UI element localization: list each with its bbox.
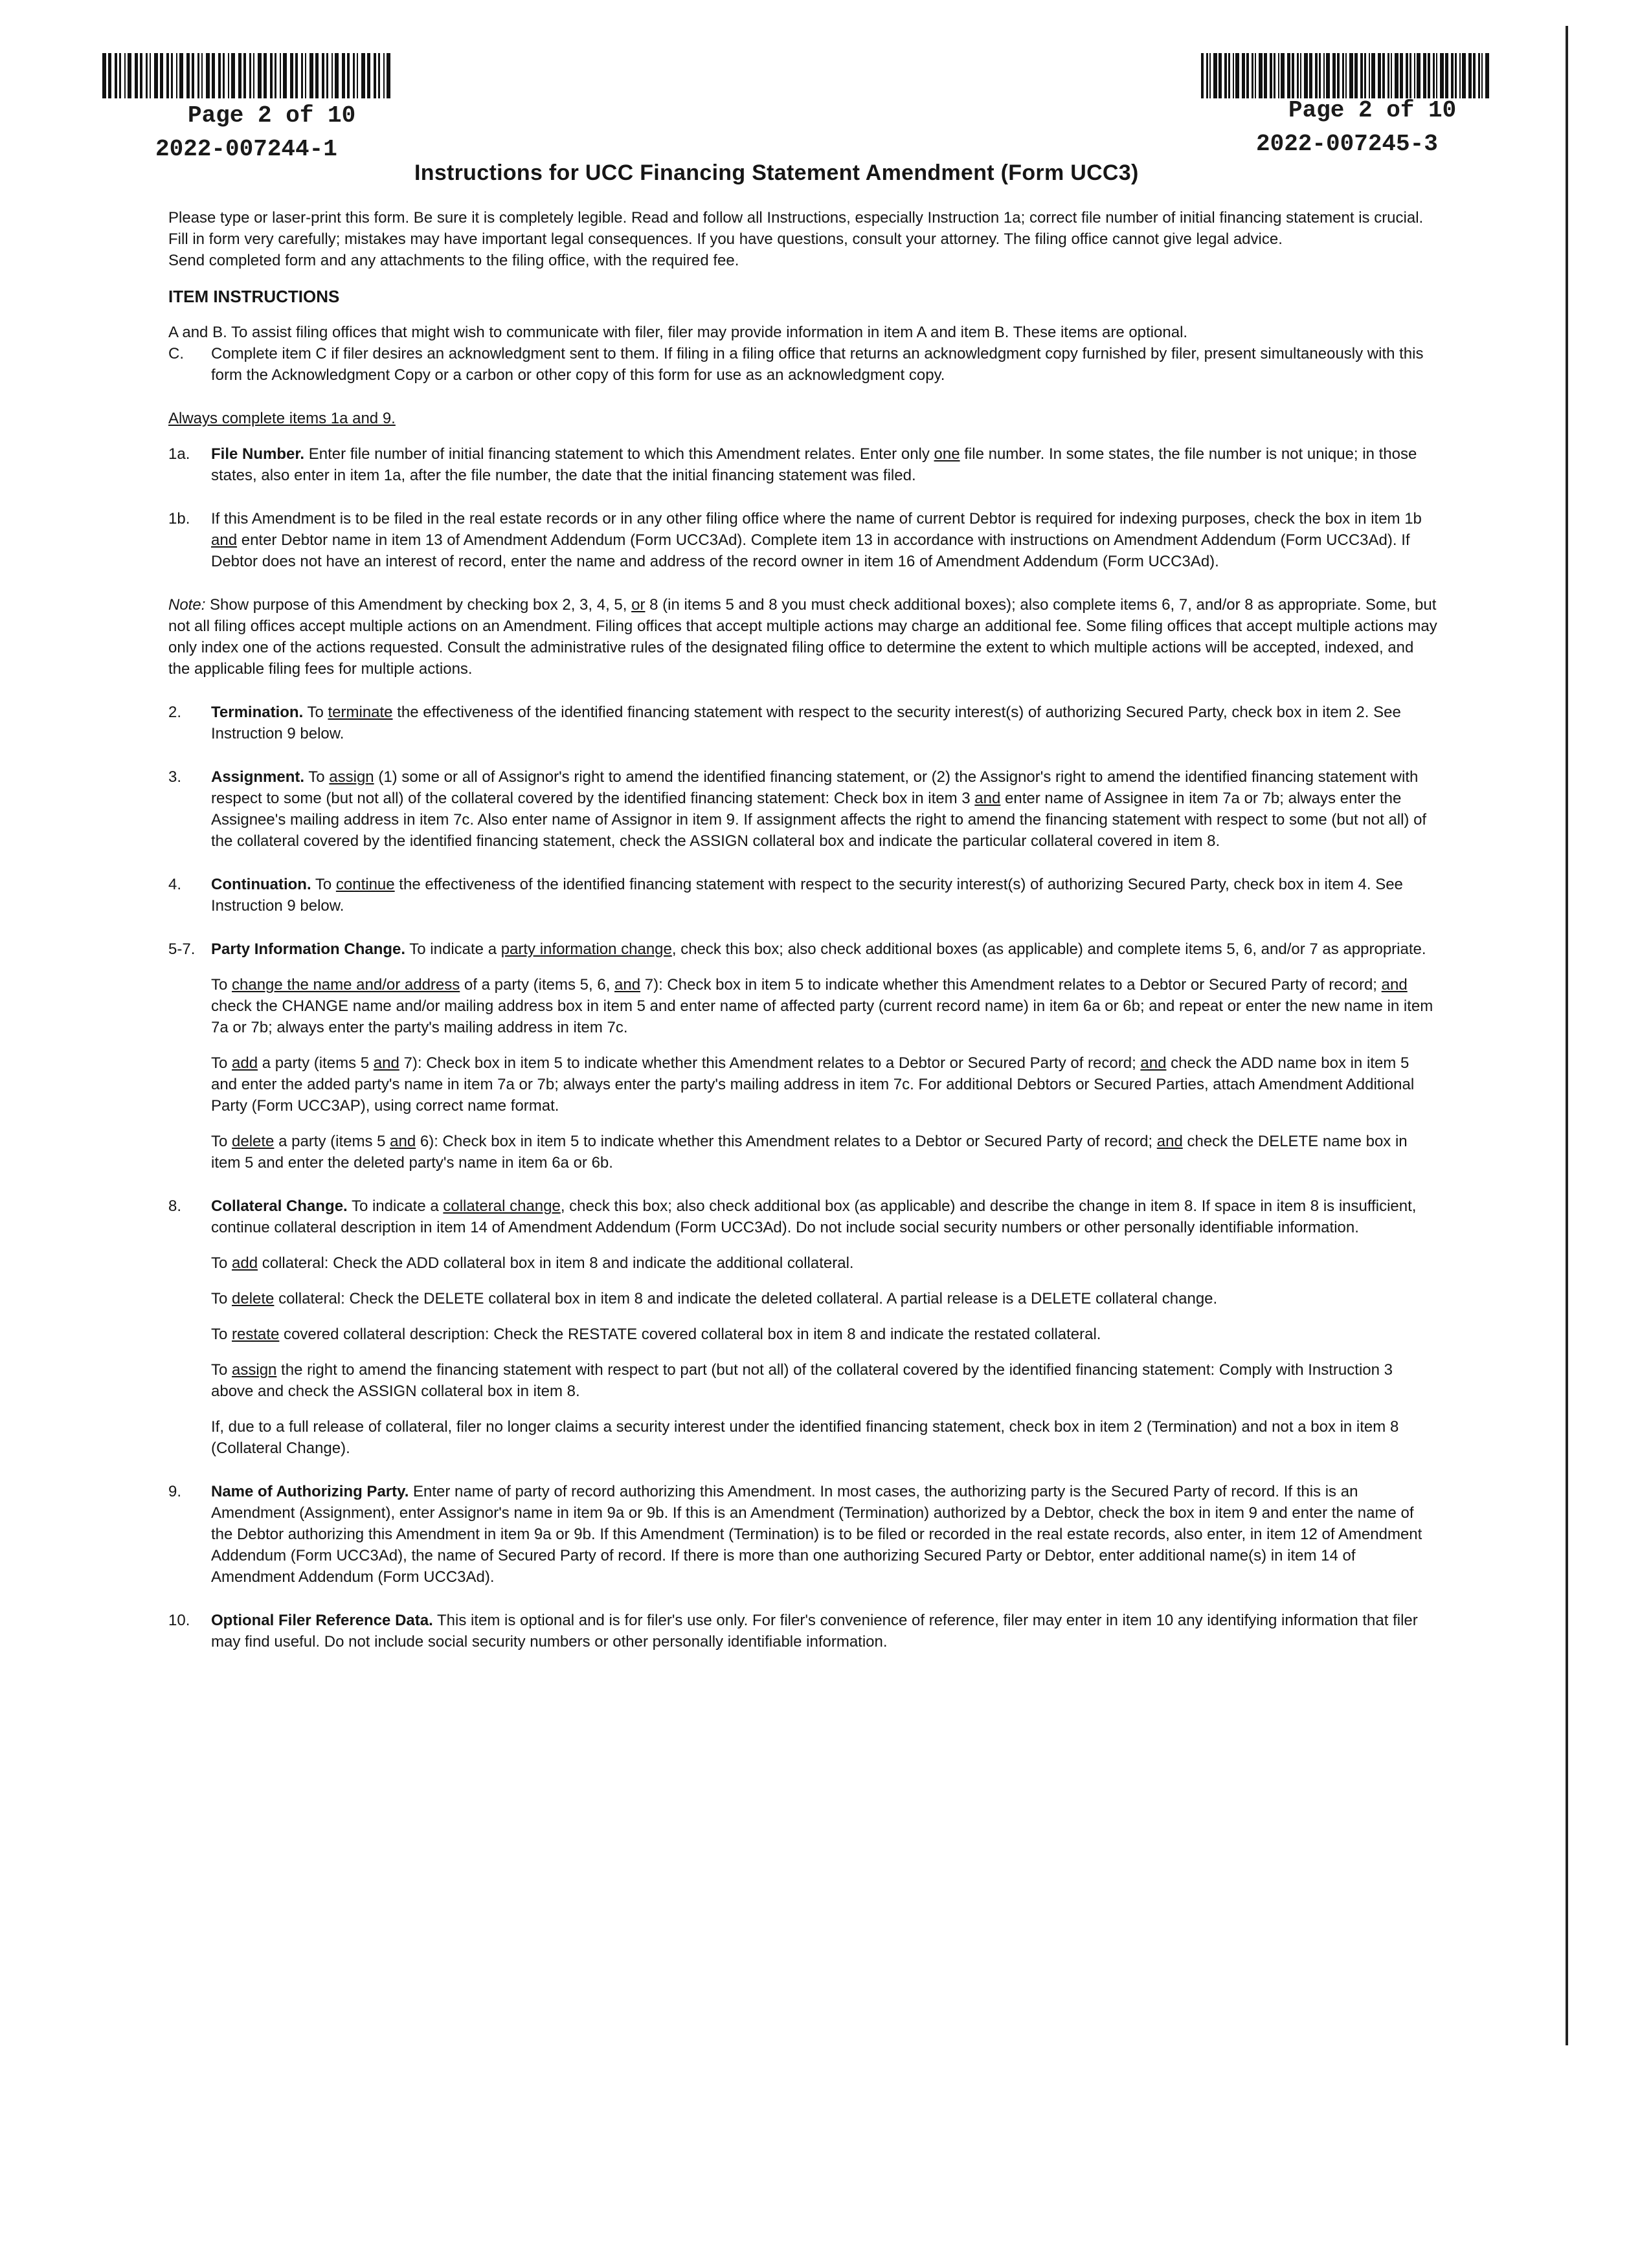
barcode-bar <box>119 53 121 98</box>
instruction-1a-underline: one <box>934 445 960 463</box>
barcode-bar <box>1400 53 1403 98</box>
party-delete-text-2: a party (items 5 <box>274 1133 390 1150</box>
party-change-text-2: of a party (items 5, 6, <box>460 976 615 994</box>
party-delete-underline-3: and <box>1156 1133 1183 1150</box>
barcode-bar <box>1378 53 1381 98</box>
barcode-bar <box>1297 53 1299 98</box>
instruction-8-num: 8. <box>168 1197 182 1215</box>
party-change-text-3: 7): Check box in item 5 to indicate whether this Amendment relates to a Debtor or Secured Party of record; <box>640 976 1382 994</box>
barcode-bar <box>179 53 183 98</box>
party-add-paragraph <box>168 1052 1437 1117</box>
party-delete-text: To <box>211 1133 232 1150</box>
instructions-body <box>168 207 1437 1652</box>
instruction-2-head: Termination. <box>211 704 304 721</box>
barcode-bar <box>1278 53 1279 98</box>
party-change-underline-2: and <box>614 976 641 994</box>
instruction-8-underline: collateral change <box>443 1197 561 1215</box>
barcode-bar <box>1485 53 1489 98</box>
instruction-1b-underline: and <box>211 531 238 549</box>
instruction-1a-num: 1a. <box>168 445 190 463</box>
barcode-bar <box>283 53 287 98</box>
party-change-text-4: check the CHANGE name and/or mailing address box in item 5 and enter name of affected party (current record name) in item 6a or 6b; and repeat or enter the new name in item 7a or 7b; always enter the party's mailing address in item 7c. <box>211 997 1433 1036</box>
barcode-bar <box>1281 53 1285 98</box>
instruction-3-underline: assign <box>329 768 374 786</box>
barcode-bar <box>1478 53 1480 98</box>
instruction-2-num: 2. <box>168 704 182 721</box>
instruction-3-underline-2: and <box>974 790 1001 807</box>
barcode-bar <box>1414 53 1415 98</box>
note-underline: or <box>631 596 646 614</box>
barcode-bar <box>1246 53 1249 98</box>
barcode-bar <box>1224 53 1227 98</box>
barcode-bar <box>1300 53 1301 98</box>
barcode-bar <box>1451 53 1454 98</box>
barcode-bar <box>1255 53 1256 98</box>
instruction-3-head: Assignment. <box>211 768 305 786</box>
barcode-bar <box>160 53 163 98</box>
instruction-2-text-2: the effectiveness of the identified financing statement with respect to the security interest(s) of authorizing Secured Party, check box in item 2. See Instruction 9 below. <box>211 704 1401 742</box>
collateral-delete-paragraph <box>168 1288 1437 1309</box>
barcode-bar <box>135 53 138 98</box>
instruction-9-head: Name of Authorizing Party. <box>211 1483 409 1500</box>
barcode-bar <box>322 53 324 98</box>
instruction-2-underline: terminate <box>328 704 393 721</box>
party-delete-paragraph <box>168 1131 1437 1173</box>
instruction-10-head: Optional Filer Reference Data. <box>211 1612 433 1629</box>
collateral-add-text: To <box>211 1254 232 1272</box>
note-paragraph <box>168 594 1437 680</box>
barcode-bar <box>253 53 254 98</box>
barcode-bar <box>115 53 117 98</box>
barcode-bar <box>1473 53 1476 98</box>
barcode-bar <box>258 53 262 98</box>
barcode-bar <box>335 53 339 98</box>
barcode-bar <box>1387 53 1389 98</box>
party-add-underline: add <box>232 1054 258 1072</box>
barcode-bar <box>1235 53 1239 98</box>
barcode-bar <box>1228 53 1230 98</box>
collateral-add-paragraph <box>168 1252 1437 1274</box>
page-title: Instructions for UCC Financing Statement Amendment (Form UCC3) <box>414 161 1139 185</box>
barcode-bar <box>331 53 333 98</box>
instruction-1b-text: If this Amendment is to be filed in the real estate records or in any other filing office where the name of current Debtor is required for indexing purposes, check the box in item 1b <box>211 510 1422 528</box>
instruction-2 <box>168 702 1437 744</box>
collateral-add-underline: add <box>232 1254 258 1272</box>
note-text-2: 8 (in items 5 and 8 you must check additional boxes); also complete items 6, 7, and/or 8 as appropriate. Some, but not all filing offices accept multiple actions on an Amendment. Filing offices that accept multiple actions may charge an additional fee. Some filing offices that accept multiple actions may only index one of the actions requested. Consult the administrative rules of the designated filing office to determine the extent to which multiple actions will be accepted, indexed, and the applicable filing fees for multiple actions. <box>168 596 1437 678</box>
party-change-text: To <box>211 976 232 994</box>
barcode-bar <box>1252 53 1253 98</box>
barcode-bar <box>238 53 241 98</box>
party-add-text-2: a party (items 5 <box>258 1054 374 1072</box>
barcode-bar <box>264 53 267 98</box>
barcode-bar <box>387 53 390 98</box>
barcode-bar <box>1360 53 1363 98</box>
barcode-bar <box>1259 53 1263 98</box>
collateral-delete-text: To <box>211 1290 232 1307</box>
barcode-bar <box>1455 53 1457 98</box>
barcode-bar <box>1436 53 1437 98</box>
barcode-bar <box>1342 53 1344 98</box>
party-add-underline-2: and <box>373 1054 399 1072</box>
intro-paragraph-1: Please type or laser-print this form. Be sure it is completely legible. Read and follow all Instructions, especially Instruction 1a; correct file number of initial financing statement is crucial. <box>168 209 1424 227</box>
collateral-delete-text-2: collateral: Check the DELETE collateral box in item 8 and indicate the deleted collateral. A partial release is a DELETE collateral change. <box>274 1290 1218 1307</box>
instruction-9-num: 9. <box>168 1483 182 1500</box>
instruction-8 <box>168 1195 1437 1238</box>
barcode-bar <box>1391 53 1392 98</box>
instruction-4-underline: continue <box>335 876 395 893</box>
barcode-bar <box>1274 53 1275 98</box>
barcode-bar <box>171 53 173 98</box>
instruction-a-b: A and B. To assist filing offices that might wish to communicate with filer, filer may provide information in item A and item B. These items are optional. <box>168 324 1188 341</box>
instruction-c-label: C. <box>168 345 184 362</box>
collateral-assign-paragraph <box>168 1359 1437 1402</box>
instruction-3-text-3: enter name of Assignee in item 7a or 7b; always enter the Assignee's mailing address in item 7c. Also enter name of Assignor in item 9. If assignment affects the right to amend the financing statement with respect to some (but not all) of the collateral covered by the identified financing statement, check the ASSIGN collateral box and indicate the particular collateral covered in item 8. <box>211 790 1427 850</box>
instruction-5-7-num: 5-7. <box>168 940 196 958</box>
barcode-bar <box>150 53 151 98</box>
barcode-bar <box>192 53 194 98</box>
instruction-8-head: Collateral Change. <box>211 1197 348 1215</box>
barcode-bar <box>1242 53 1245 98</box>
barcode-bar <box>305 53 306 98</box>
barcode-bar <box>1201 53 1204 98</box>
barcode-bar <box>295 53 298 98</box>
barcode-bar <box>315 53 319 98</box>
barcode-bar <box>249 53 251 98</box>
barcode-bar <box>108 53 111 98</box>
barcode-bar <box>1323 53 1325 98</box>
barcode-bar <box>1406 53 1408 98</box>
party-add-text-4: check the ADD name box in item 5 and enter the added party's name in item 7a or 7b; always enter the party's mailing address in item 7c. For additional Debtors or Secured Parties, attach Amendment Additional Party (Form UCC3AP), using correct name format. <box>211 1054 1415 1115</box>
barcode-bar <box>290 53 293 98</box>
barcode-bar <box>154 53 158 98</box>
intro-paragraph-3: Send completed form and any attachments to the filing office, with the required fee. <box>168 252 739 269</box>
barcode-bar <box>1326 53 1330 98</box>
barcode-bar <box>124 53 126 98</box>
always-complete-text: Always complete items 1a and 9. <box>168 410 396 427</box>
instruction-8-text-2: , check this box; also check additional box (as applicable) and describe the change in item 8. If space in item 8 is insufficient, continue collateral description in item 14 of Amendment Addendum (Form UCC3Ad). Do not include social security numbers or other personally identifiable information. <box>211 1197 1417 1236</box>
barcode-bar <box>1354 53 1358 98</box>
instruction-5-7-head: Party Information Change. <box>211 940 406 958</box>
barcode-bar <box>1264 53 1267 98</box>
instruction-1a-text-2: file number. In some states, the file number is not unique; in those states, also enter in item 1a, after the file number, the date that the initial financing statement was filed. <box>211 445 1417 484</box>
instruction-4-text-2: the effectiveness of the identified financing statement with respect to the security interest(s) of authorizing Secured Party, check box in item 4. See Instruction 9 below. <box>211 876 1403 915</box>
barcode-bar <box>1382 53 1385 98</box>
instruction-5-7-underline: party information change <box>500 940 672 958</box>
instruction-10-num: 10. <box>168 1612 190 1629</box>
barcode-bar <box>1440 53 1444 98</box>
barcode-bar <box>231 53 235 98</box>
barcode-bar <box>1309 53 1312 98</box>
party-change-paragraph <box>168 974 1437 1038</box>
barcode-bar <box>280 53 281 98</box>
barcode-bar <box>1369 53 1370 98</box>
barcode-bar <box>1481 53 1483 98</box>
barcode-bar <box>146 53 148 98</box>
barcode-bar <box>212 53 215 98</box>
barcode-bar <box>1462 53 1466 98</box>
party-change-underline: change the name and/or address <box>232 976 460 994</box>
barcode-bar <box>140 53 142 98</box>
barcode-bar <box>1270 53 1272 98</box>
barcode-bar <box>1206 53 1208 98</box>
right-document-number: 2022-007245-3 <box>1256 131 1438 157</box>
instruction-1a-head: File Number. <box>211 445 305 463</box>
barcode-bar <box>1371 53 1375 98</box>
barcode-right <box>1201 53 1492 98</box>
party-change-underline-3: and <box>1381 976 1408 994</box>
barcode-bar <box>197 53 199 98</box>
barcode-bar <box>1332 53 1336 98</box>
instruction-c <box>168 343 1437 386</box>
party-delete-underline: delete <box>232 1133 275 1150</box>
barcode-bar <box>353 53 355 98</box>
barcode-bar <box>1219 53 1222 98</box>
instruction-4-text: To <box>311 876 336 893</box>
item-instructions-heading: ITEM INSTRUCTIONS <box>168 287 340 306</box>
instruction-1b-num: 1b. <box>168 510 190 528</box>
collateral-assign-text-2: the right to amend the financing statement with respect to part (but not all) of the collateral covered by the identified financing statement: Comply with Instruction 3 above and check the ASSIGN collateral box in item 8. <box>211 1361 1393 1400</box>
instruction-1b-text-2: enter Debtor name in item 13 of Amendment Addendum (Form UCC3Ad). Complete item 13 in accordance with instructions on Amendment Addendum (Form UCC3Ad). If Debtor does not have an interest of record, enter the name and address of the record owner in item 16 of Amendment Addendum (Form UCC3Ad). <box>211 531 1410 570</box>
collateral-restate-text-2: covered collateral description: Check the RESTATE covered collateral box in item 8 and indicate the restated collateral. <box>279 1326 1101 1343</box>
party-add-text: To <box>211 1054 232 1072</box>
instruction-10 <box>168 1610 1437 1652</box>
barcode-bar <box>1304 53 1308 98</box>
always-complete-note <box>168 408 1437 429</box>
barcode-bar <box>374 53 376 98</box>
barcode-bar <box>1349 53 1353 98</box>
barcode-bar <box>1345 53 1347 98</box>
collateral-add-text-2: collateral: Check the ADD collateral box in item 8 and indicate the additional collateral. <box>258 1254 854 1272</box>
barcode-bar <box>201 53 203 98</box>
barcode-bar <box>1319 53 1321 98</box>
barcode-bar <box>383 53 385 98</box>
barcode-bar <box>166 53 169 98</box>
left-document-number: 2022-007244-1 <box>155 136 337 162</box>
barcode-bar <box>102 53 106 98</box>
barcode-bar <box>206 53 210 98</box>
instruction-3-num: 3. <box>168 768 182 786</box>
instruction-5-7-text-2: , check this box; also check additional boxes (as applicable) and complete items 5, 6, and/or 7 as appropriate. <box>671 940 1426 958</box>
collateral-assign-text: To <box>211 1361 232 1379</box>
barcode-bar <box>1428 53 1430 98</box>
instruction-8-text: To indicate a <box>347 1197 444 1215</box>
full-release-paragraph: If, due to a full release of collateral, filer no longer claims a security interest under the identified financing statement, check box in item 2 (Termination) and not a box in item 8 (Collateral Change). <box>211 1418 1399 1457</box>
note-text: Show purpose of this Amendment by checking box 2, 3, 4, 5, <box>205 596 632 614</box>
barcode-bar <box>1410 53 1411 98</box>
barcode-bar <box>128 53 131 98</box>
collateral-restate-paragraph <box>168 1324 1437 1345</box>
left-page-label: Page 2 of 10 <box>188 102 356 129</box>
page-edge-line <box>1566 26 1568 2045</box>
barcode-bar <box>218 53 221 98</box>
instruction-4 <box>168 874 1437 917</box>
barcode-bar <box>1233 53 1234 98</box>
instruction-1a-text: Enter file number of initial financing statement to which this Amendment relates. Enter only <box>304 445 934 463</box>
instruction-1b <box>168 508 1437 572</box>
barcode-bar <box>176 53 177 98</box>
barcode-bar <box>1417 53 1421 98</box>
barcode-bar <box>1395 53 1398 98</box>
instruction-5-7-text: To indicate a <box>405 940 501 958</box>
instruction-c-text: Complete item C if filer desires an acknowledgment sent to them. If filing in a filing office that returns an acknowledgment copy furnished by filer, present simultaneously with this form the Acknowledgment Copy or a carbon or other copy of this form for use as an acknowledgment copy. <box>211 345 1424 384</box>
barcode-bar <box>1433 53 1435 98</box>
barcode-bar <box>357 53 358 98</box>
barcode-bar <box>301 53 303 98</box>
instruction-2-text: To <box>303 704 328 721</box>
barcode-bar <box>1423 53 1426 98</box>
barcode-bar <box>1468 53 1472 98</box>
barcode-bar <box>378 53 380 98</box>
barcode-bar <box>1287 53 1290 98</box>
barcode-bar <box>1292 53 1294 98</box>
barcode-bar <box>1209 53 1211 98</box>
instruction-4-num: 4. <box>168 876 182 893</box>
barcode-bar <box>1445 53 1448 98</box>
barcode-bar <box>309 53 313 98</box>
barcode-bar <box>1315 53 1318 98</box>
party-delete-text-3: 6): Check box in item 5 to indicate whether this Amendment relates to a Debtor or Secured Party of record; <box>416 1133 1157 1150</box>
party-delete-underline-2: and <box>390 1133 416 1150</box>
party-add-text-3: 7): Check box in item 5 to indicate whether this Amendment relates to a Debtor or Secured Party of record; <box>399 1054 1141 1072</box>
intro-paragraph-2: Fill in form very carefully; mistakes may have important legal consequences. If you have questions, consult your attorney. The filing office cannot give legal advice. <box>168 230 1283 248</box>
barcode-bar <box>342 53 345 98</box>
instruction-4-head: Continuation. <box>211 876 311 893</box>
barcode-bar <box>223 53 225 98</box>
barcode-bar <box>347 53 350 98</box>
instruction-10-text: This item is optional and is for filer's use only. For filer's convenience of reference, filer may enter in item 10 any identifying information that filer may find useful. Do not include social security numbers or other personally identifiable information. <box>211 1612 1418 1651</box>
instruction-5-7 <box>168 939 1437 960</box>
note-label: Note: <box>168 596 206 614</box>
barcode-bar <box>1364 53 1366 98</box>
barcode-bar <box>326 53 328 98</box>
collateral-delete-underline: delete <box>232 1290 275 1307</box>
party-delete-text-4: check the DELETE name box in item 5 and enter the deleted party's name in item 6a or 6b. <box>211 1133 1408 1172</box>
barcode-bar <box>367 53 370 98</box>
barcode-bar <box>186 53 190 98</box>
barcode-bar <box>1213 53 1217 98</box>
barcode-bar <box>243 53 246 98</box>
collateral-restate-text: To <box>211 1326 232 1343</box>
right-page-label: Page 2 of 10 <box>1288 97 1457 124</box>
instruction-3-text-2: (1) some or all of Assignor's right to amend the identified financing statement, or (2) the Assignor's right to amend the identified financing statement with respect to some (but not all) of the collateral covered by the identified financing statement: Check box in item 3 <box>211 768 1419 807</box>
instruction-3 <box>168 766 1437 852</box>
barcode-bar <box>228 53 229 98</box>
barcode-bar <box>361 53 365 98</box>
instruction-3-text: To <box>304 768 330 786</box>
barcode-bar <box>275 53 276 98</box>
instruction-9-text: Enter name of party of record authorizing this Amendment. In most cases, the authorizing party is the Secured Party of record. If this is an Amendment (Assignment), enter Assignor's name in item 9a or 9b. If this is an Amendment (Termination) authorized by a Debtor, check the box in item 9 and enter the name of the Debtor authorizing this Amendment in item 9a or 9b. If this Amendment (Termination) is to be filed or recorded in the real estate records, also enter, in item 12 of Amendment Addendum (Form UCC3Ad), the name of Secured Party of record. If there is more than one authorizing Secured Party or Debtor, enter additional name(s) in item 14 of Amendment Addendum (Form UCC3Ad). <box>211 1483 1422 1586</box>
instruction-9 <box>168 1481 1437 1588</box>
barcode-bar <box>1337 53 1340 98</box>
barcode-bar <box>1459 53 1461 98</box>
instruction-1a <box>168 443 1437 486</box>
barcode-left <box>102 53 394 98</box>
collateral-restate-underline: restate <box>232 1326 280 1343</box>
barcode-bar <box>270 53 273 98</box>
party-add-underline-3: and <box>1140 1054 1167 1072</box>
collateral-assign-underline: assign <box>232 1361 277 1379</box>
